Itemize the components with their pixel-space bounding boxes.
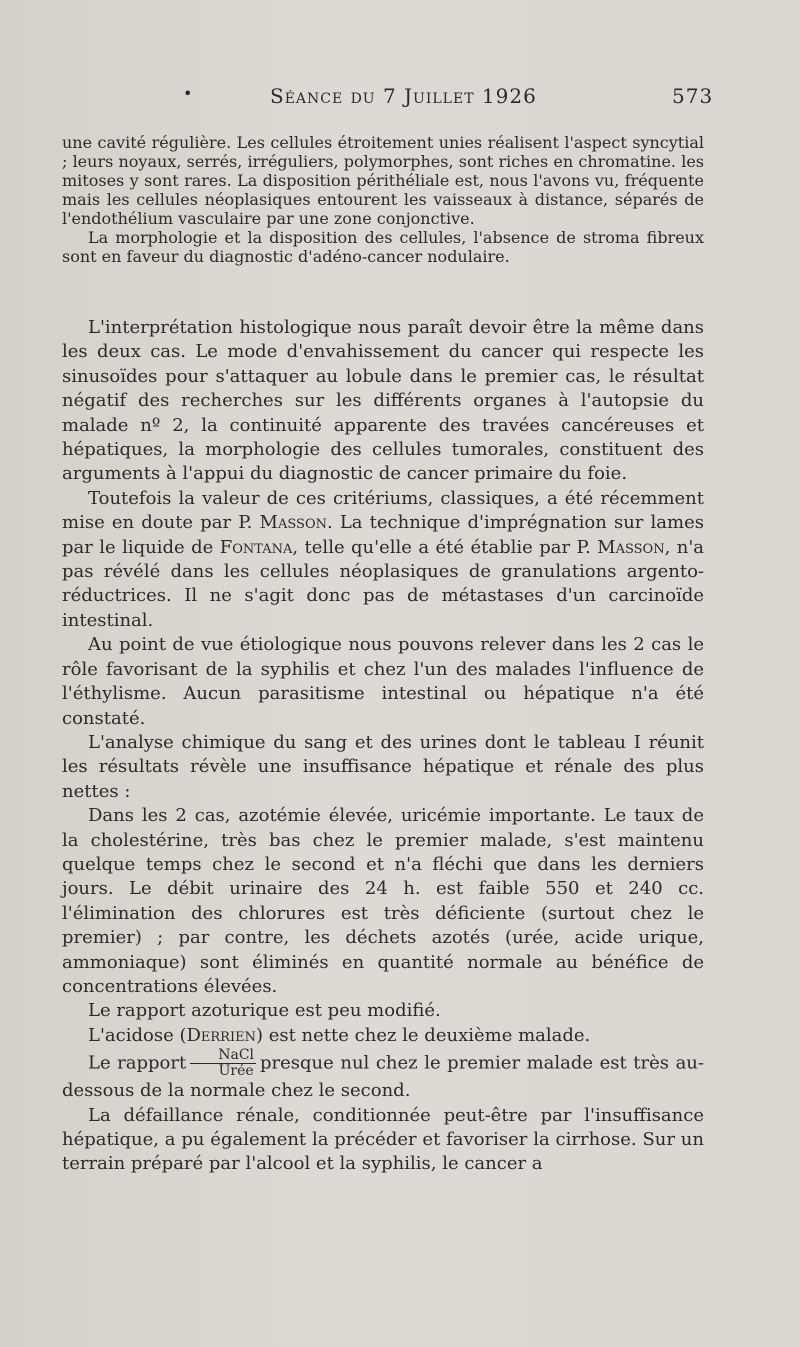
author-masson-1: Masson: [259, 512, 327, 534]
paragraph-ratio-nacl: [62, 1048, 704, 1103]
header-title: Séance du 7 Juillet 1926: [270, 84, 537, 108]
header-bullet: •: [183, 84, 194, 103]
paragraph-results: Dans les 2 cas, azotémie élevée, uricémie importante. Le taux de la cholestérine, très bas chez le premier malade, s'est maintenu quelque temps chez le second et n'a fléchi que dans les derniers jours. Le débit urinaire des 24 h. est faible 550 et 240 cc. l'élimination des chlorures est très déficiente (surtout chez le premier) ; par contre, les déchets azotés (urée, acide urique, ammoniaque) sont éliminés en quantité normale au bénéfice de concentrations élevées.: [62, 805, 704, 997]
p8-part-b: presque nul chez le premier malade est très au-dessous de la normale chez le second.: [62, 1052, 704, 1102]
paragraph-chemical-analysis: L'analyse chimique du sang et des urines dont le tableau I réunit les résultats révèle une insuffisance hépatique et rénale des plus nettes :: [62, 731, 704, 802]
paragraph-masson: [62, 487, 704, 633]
p8-part-a: Le rapport: [88, 1052, 187, 1074]
p2-part-b: . La technique d'imprégnation sur lames par le liquide de: [62, 512, 704, 558]
running-header: [0, 84, 800, 114]
p7-part-b: ) est nette chez le deuxième malade.: [255, 1024, 591, 1046]
page-number: 573: [672, 84, 714, 108]
fraction-denominator: Urée: [218, 1063, 254, 1080]
small-paragraph-2: La morphologie et la disposition des cellules, l'absence de stroma fibreux sont en faveur du diagnostic d'adéno-cancer nodulaire.: [62, 228, 704, 266]
p2-part-a: Toutefois la valeur de ces critériums, classiques, a été récemment mise en doute par P.: [62, 487, 704, 534]
main-text: [62, 316, 704, 1177]
paragraph-azoturic-ratio: Le rapport azoturique est peu modifié.: [88, 1000, 441, 1022]
author-masson-2: Masson: [597, 536, 665, 558]
small-paragraph-1: une cavité régulière. Les cellules étroitement unies réalisent l'aspect syncytial ; leurs noyaux, serrés, irréguliers, polymorphes, sont riches en chromatine. les mitoses y sont rares. La disposition périthéliale est, nous l'avons vu, fréquente mais les cellules néoplasiques entourent les vaisseaux à distance, séparés de l'endothélium vasculaire par une zone conjonctive.: [62, 133, 704, 228]
paragraph-etiology: Au point de vue étiologique nous pouvons relever dans les 2 cas le rôle favorisant de la syphilis et chez l'un des malades l'influence de l'éthylisme. Aucun parasitisme intestinal ou hépatique n'a été constaté.: [62, 634, 704, 729]
paragraph-acidosis: [62, 1024, 704, 1048]
p7-part-a: L'acidose (: [88, 1024, 187, 1046]
author-fontana: Fontana: [219, 536, 293, 558]
fraction-numerator: NaCl: [190, 1048, 256, 1064]
small-print-section: [62, 133, 704, 266]
p2-part-c: , telle qu'elle a été établie par P.: [292, 536, 598, 558]
paragraph-renal-failure: La défaillance rénale, conditionnée peut-être par l'insuffisance hépatique, a pu également la précéder et favoriser la cirrhose. Sur un terrain préparé par l'alcool et la syphilis, le cancer a: [62, 1104, 704, 1175]
paragraph-interpretation: L'interprétation histologique nous paraît devoir être la même dans les deux cas. Le mode d'envahissement du cancer qui respecte les sinusoïdes pour s'attaquer au lobule dans le premier cas, le résultat négatif des recherches sur les différents organes à l'autopsie du malade nº 2, la continuité apparente des travées cancéreuses et hépatiques, la morphologie des cellules tumorales, constituent des arguments à l'appui du diagnostic de cancer primaire du foie.: [62, 317, 704, 485]
fraction-nacl-uree: [190, 1048, 256, 1079]
author-derrien: Derrien: [186, 1024, 256, 1046]
p2-part-d: , n'a pas révélé dans les cellules néoplasiques de granulations argento-réductrices. Il ne s'agit donc pas de métastases d'un carcinoïde intestinal.: [62, 536, 705, 631]
